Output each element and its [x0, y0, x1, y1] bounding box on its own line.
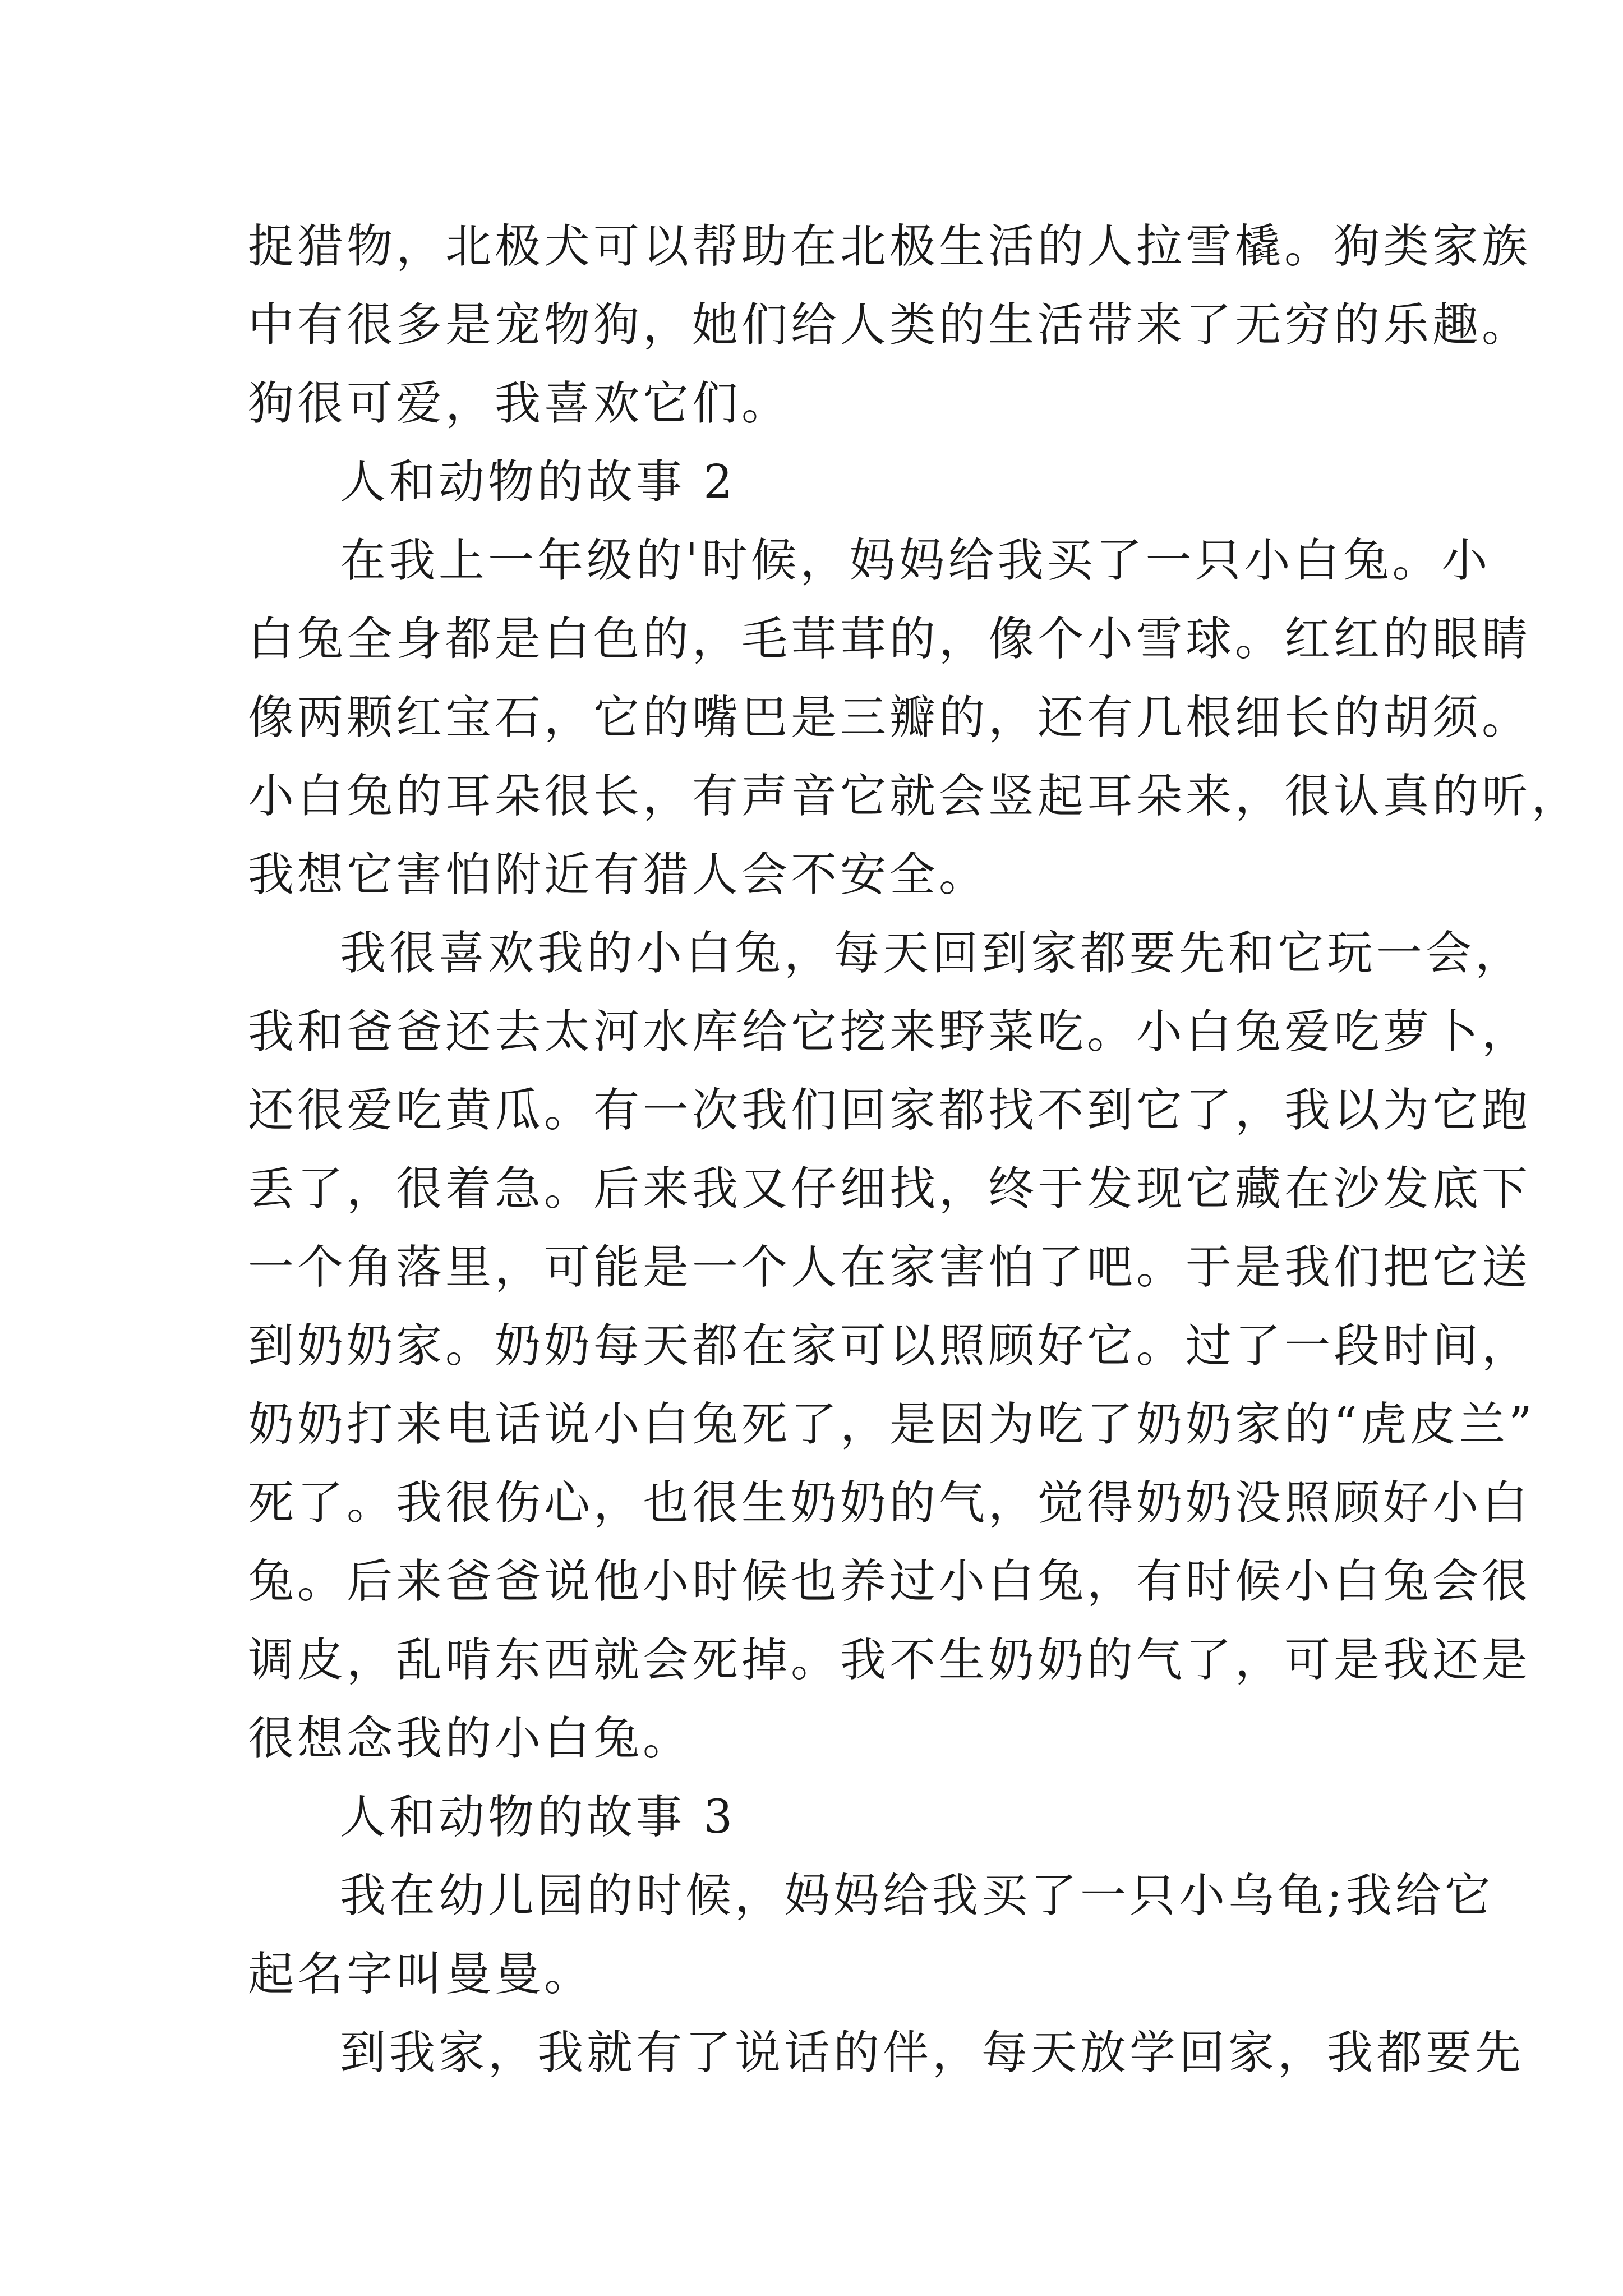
text-line: 很想念我的小白兔。: [248, 1712, 693, 1765]
text-line: 中有很多是宠物狗，她们给人类的生活带来了无穷的乐趣。: [248, 298, 1532, 352]
text-line: 白兔全身都是白色的，毛茸茸的，像个小雪球。红红的眼睛: [248, 613, 1532, 666]
text-line: 一个角落里，可能是一个人在家害怕了吧。于是我们把它送: [248, 1241, 1532, 1294]
text-line: 起名字叫曼曼。: [248, 1948, 594, 2001]
section-heading: 人和动物的故事 3: [340, 1791, 736, 1844]
text-line: 捉猎物，北极犬可以帮助在北极生活的人拉雪橇。狗类家族: [248, 220, 1532, 273]
text-line: 到我家，我就有了说话的伴，每天放学回家，我都要先: [340, 2026, 1525, 2079]
text-line: 我想它害怕附近有猎人会不安全。: [248, 848, 989, 901]
text-line: 我很喜欢我的小白兔，每天回到家都要先和它玩一会，: [340, 927, 1525, 980]
document-body: [248, 208, 1581, 2092]
text-line: 像两颗红宝石，它的嘴巴是三瓣的，还有几根细长的胡须。: [248, 691, 1532, 744]
text-line: 死了。我很伤心，也很生奶奶的气，觉得奶奶没照顾好小白: [248, 1476, 1532, 1530]
text-line: 还很爱吃黄瓜。有一次我们回家都找不到它了，我以为它跑: [248, 1084, 1532, 1137]
section-heading: 人和动物的故事 2: [340, 455, 736, 509]
text-line: 在我上一年级的'时候，妈妈给我买了一只小白兔。小: [340, 534, 1491, 587]
text-line: 到奶奶家。奶奶每天都在家可以照顾好它。过了一段时间，: [248, 1319, 1532, 1373]
text-line: 我在幼儿园的时候，妈妈给我买了一只小乌龟;我给它: [340, 1869, 1494, 1922]
text-line: 小白兔的耳朵很长，有声音它就会竖起耳朵来，很认真的听，: [248, 770, 1581, 823]
text-line: 调皮，乱啃东西就会死掉。我不生奶奶的气了，可是我还是: [248, 1634, 1532, 1687]
text-line: 狗很可爱，我喜欢它们。: [248, 377, 791, 430]
text-line: 兔。后来爸爸说他小时候也养过小白兔，有时候小白兔会很: [248, 1555, 1532, 1608]
text-line: 奶奶打来电话说小白兔死了，是因为吃了奶奶家的“虎皮兰”: [248, 1398, 1536, 1451]
text-line: 我和爸爸还去太河水库给它挖来野菜吃。小白兔爱吃萝卜，: [248, 1005, 1532, 1059]
text-line: 丢了，很着急。后来我又仔细找，终于发现它藏在沙发底下: [248, 1162, 1532, 1216]
